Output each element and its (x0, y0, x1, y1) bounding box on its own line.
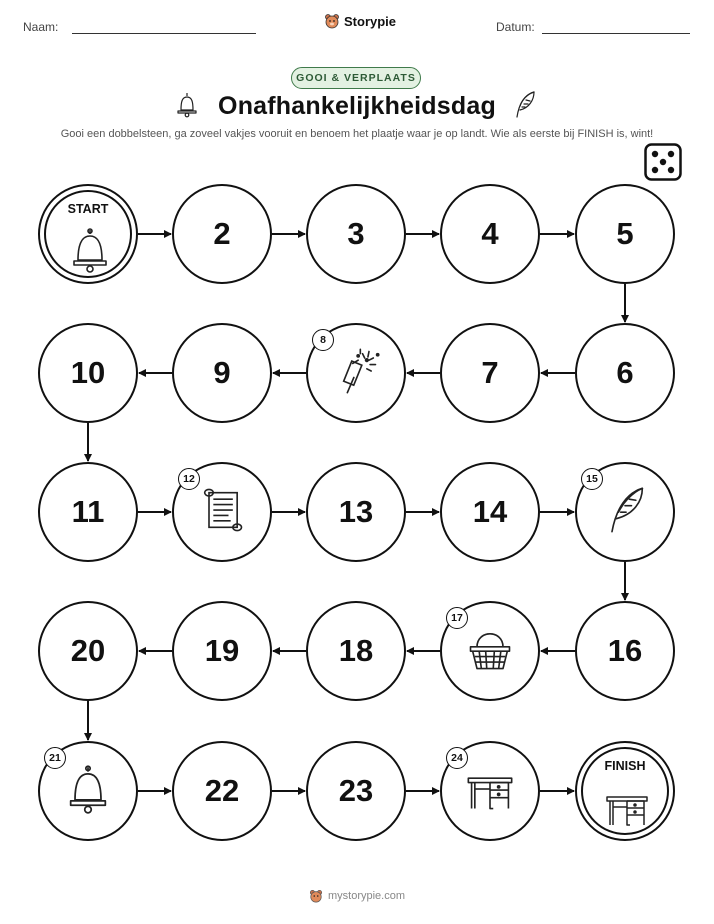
space-number: 5 (616, 216, 634, 251)
number-space-13[interactable] (306, 462, 406, 562)
picture-space-24[interactable] (440, 741, 540, 841)
picture-space-12[interactable] (172, 462, 272, 562)
number-space-3[interactable] (306, 184, 406, 284)
brand-name: Storypie (344, 13, 397, 29)
bear-icon (309, 889, 323, 903)
number-space-7[interactable] (440, 323, 540, 423)
firework-icon (330, 345, 382, 402)
space-number: 11 (71, 494, 105, 529)
name-label: Naam: (23, 20, 59, 34)
number-space-5[interactable] (575, 184, 675, 284)
date-label: Datum: (496, 20, 535, 34)
scroll-icon (196, 484, 248, 541)
start-space[interactable] (38, 184, 138, 284)
number-space-9[interactable] (172, 323, 272, 423)
space-number: 20 (70, 633, 106, 668)
basket-icon (464, 623, 516, 680)
space-number: 19 (204, 633, 240, 668)
picture-space-8[interactable] (306, 323, 406, 423)
number-space-16[interactable] (575, 601, 675, 701)
space-number: 10 (70, 355, 106, 390)
space-number-badge: 17 (446, 607, 468, 629)
picture-space-21[interactable] (38, 741, 138, 841)
number-space-23[interactable] (306, 741, 406, 841)
space-number: 14 (472, 494, 508, 529)
desk-icon (603, 783, 651, 836)
space-number-badge: 21 (44, 747, 66, 769)
space-number: 4 (481, 216, 499, 251)
quill-icon (599, 484, 651, 541)
number-space-20[interactable] (38, 601, 138, 701)
space-number: 23 (338, 773, 374, 808)
space-number: 9 (213, 355, 231, 390)
number-space-18[interactable] (306, 601, 406, 701)
space-number-badge: 24 (446, 747, 468, 769)
bell-icon (66, 226, 114, 279)
finish-space[interactable] (575, 741, 675, 841)
number-space-2[interactable] (172, 184, 272, 284)
space-number: 13 (338, 494, 374, 529)
footer (0, 889, 714, 903)
finish-label: FINISH (604, 759, 646, 773)
number-space-11[interactable] (38, 462, 138, 562)
number-space-14[interactable] (440, 462, 540, 562)
space-number-badge: 8 (312, 329, 334, 351)
number-space-10[interactable] (38, 323, 138, 423)
number-space-6[interactable] (575, 323, 675, 423)
game-type-badge: GOOI & VERPLAATS (291, 67, 421, 89)
space-number-badge: 12 (178, 468, 200, 490)
picture-space-15[interactable] (575, 462, 675, 562)
space-number: 18 (338, 633, 374, 668)
picture-space-17[interactable] (440, 601, 540, 701)
footer-url: mystorypie.com (327, 890, 406, 902)
space-number: 16 (607, 633, 643, 668)
space-number: 22 (204, 773, 240, 808)
space-number-badge: 15 (581, 468, 603, 490)
instructions: Gooi een dobbelsteen, ga zoveel vakjes vooruit en benoem het plaatje waar je op landt. Wie als eerste bij FINISH is, wint! (60, 128, 654, 140)
page-title: Onafhankelijkheidsdag (218, 92, 496, 120)
start-label: START (67, 202, 109, 216)
space-number: 3 (347, 216, 365, 251)
space-number: 2 (213, 216, 231, 251)
desk-icon (464, 763, 516, 820)
number-space-22[interactable] (172, 741, 272, 841)
number-space-4[interactable] (440, 184, 540, 284)
space-number: 6 (616, 355, 634, 390)
number-space-19[interactable] (172, 601, 272, 701)
space-number: 7 (481, 355, 499, 390)
bell-icon (62, 763, 114, 820)
